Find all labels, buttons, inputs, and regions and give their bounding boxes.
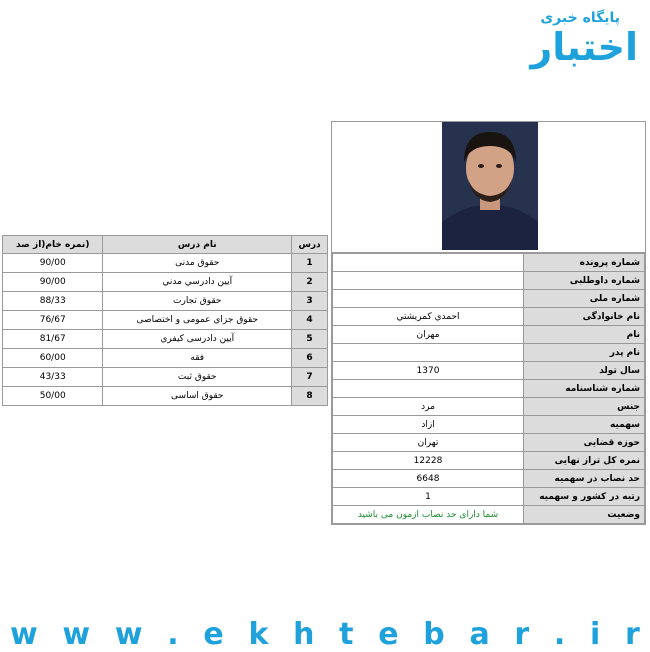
info-row	[333, 254, 645, 272]
table-row	[3, 292, 328, 311]
info-row	[333, 272, 645, 290]
info-value: تهران	[333, 434, 524, 452]
info-label: جنس	[524, 398, 645, 416]
url-char: r	[514, 617, 530, 652]
header-score: (نمره خام(از صد	[3, 236, 103, 254]
info-row	[333, 308, 645, 326]
info-row	[333, 344, 645, 362]
info-row	[333, 416, 645, 434]
table-row	[3, 387, 328, 406]
url-char: e	[378, 617, 399, 652]
table-row	[3, 330, 328, 349]
info-row	[333, 434, 645, 452]
table-row	[3, 273, 328, 292]
info-row	[333, 488, 645, 506]
url-char: b	[423, 617, 445, 652]
url-char: w	[10, 617, 38, 652]
info-row	[333, 506, 645, 524]
website-url-footer	[0, 617, 650, 652]
row-name: آيين دادرسي مدني	[103, 273, 292, 292]
row-num: 3	[292, 292, 328, 311]
info-row	[333, 380, 645, 398]
info-label: نام خانوادگی	[524, 308, 645, 326]
info-value	[333, 254, 524, 272]
row-name: آيين دادرسی کيفري	[103, 330, 292, 349]
table-row	[3, 349, 328, 368]
info-label: وضعیت	[524, 506, 645, 524]
candidate-photo	[442, 122, 538, 250]
row-score: 50/00	[3, 387, 103, 406]
row-score: 90/00	[3, 254, 103, 273]
info-label: نمره کل تراز نهایی	[524, 452, 645, 470]
info-value	[333, 272, 524, 290]
url-char: k	[248, 617, 269, 652]
row-name: فقه	[103, 349, 292, 368]
person-photo-icon	[442, 122, 538, 250]
info-label: نام پدر	[524, 344, 645, 362]
info-value: مهران	[333, 326, 524, 344]
row-name: حقوق اساسی	[103, 387, 292, 406]
logo-title: اختبار	[530, 25, 638, 69]
info-label: حوزه قضایی	[524, 434, 645, 452]
row-score: 88/33	[3, 292, 103, 311]
info-value: 12228	[333, 452, 524, 470]
url-char: t	[339, 617, 354, 652]
info-row	[333, 452, 645, 470]
info-label: نام	[524, 326, 645, 344]
table-row	[3, 368, 328, 387]
header-num: درس	[292, 236, 328, 254]
logo-subtitle: پایگاه خبری	[540, 10, 620, 26]
header-name: نام درس	[103, 236, 292, 254]
row-num: 2	[292, 273, 328, 292]
info-row	[333, 326, 645, 344]
row-num: 5	[292, 330, 328, 349]
info-label: شماره شناسنامه	[524, 380, 645, 398]
info-row	[333, 362, 645, 380]
info-value: احمدي کمريشتي	[333, 308, 524, 326]
url-char: .	[167, 617, 179, 652]
info-label: شماره ملی	[524, 290, 645, 308]
url-char: .	[553, 617, 566, 652]
url-char: i	[590, 617, 601, 652]
row-score: 60/00	[3, 349, 103, 368]
candidate-profile-panel	[331, 121, 646, 525]
candidate-info-table	[332, 253, 645, 524]
info-value	[333, 344, 524, 362]
info-value: ازاد	[333, 416, 524, 434]
url-char: w	[62, 617, 91, 652]
row-num: 7	[292, 368, 328, 387]
info-value	[333, 290, 524, 308]
row-num: 1	[292, 254, 328, 273]
row-num: 6	[292, 349, 328, 368]
info-label: سال تولد	[524, 362, 645, 380]
table-row	[3, 254, 328, 273]
row-num: 4	[292, 311, 328, 330]
url-char: r	[625, 617, 640, 652]
row-name: حقوق ثبت	[103, 368, 292, 387]
url-char: e	[203, 617, 224, 652]
row-num: 8	[292, 387, 328, 406]
url-char: a	[469, 617, 490, 652]
url-char: w	[114, 617, 143, 652]
info-value	[333, 380, 524, 398]
row-name: حقوق مدنی	[103, 254, 292, 273]
info-label: رتبه در کشور و سهمیه	[524, 488, 645, 506]
courses-header-row	[3, 236, 328, 254]
info-value: 1370	[333, 362, 524, 380]
row-name: حقوق جزاي عمومی و اختصاصی	[103, 311, 292, 330]
info-row	[333, 470, 645, 488]
info-label: حد نصاب در سهمیه	[524, 470, 645, 488]
table-row	[3, 311, 328, 330]
photo-area	[332, 122, 645, 253]
row-score: 43/33	[3, 368, 103, 387]
info-row	[333, 290, 645, 308]
info-row	[333, 398, 645, 416]
url-char: h	[293, 617, 315, 652]
status-message: شما دارای حد نصاب ازمون می باشید	[333, 506, 524, 524]
info-label: شماره پرونده	[524, 254, 645, 272]
info-value: 6648	[333, 470, 524, 488]
info-label: سهمیه	[524, 416, 645, 434]
row-score: 76/67	[3, 311, 103, 330]
info-label: شماره داوطلبی	[524, 272, 645, 290]
info-value: مرد	[333, 398, 524, 416]
info-value: 1	[333, 488, 524, 506]
row-name: حقوق تجارت	[103, 292, 292, 311]
row-score: 90/00	[3, 273, 103, 292]
brand-logo	[528, 8, 638, 82]
row-score: 81/67	[3, 330, 103, 349]
courses-table	[2, 235, 328, 406]
